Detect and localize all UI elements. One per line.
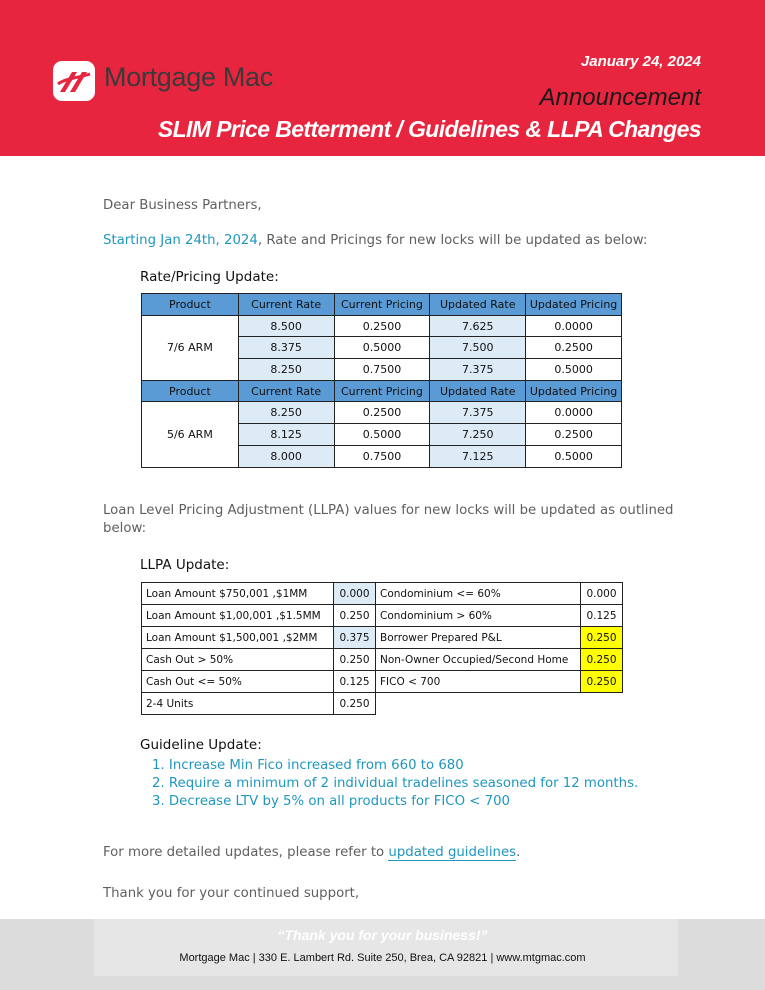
updated-rate-cell: 7.375 bbox=[430, 359, 526, 381]
llpa-label: FICO < 700 bbox=[376, 671, 581, 693]
refer-paragraph bbox=[103, 845, 520, 860]
table-row bbox=[142, 605, 623, 627]
current-rate-cell: 8.375 bbox=[238, 337, 334, 359]
llpa-value: 0.250 bbox=[334, 693, 376, 715]
llpa-label: Condominium <= 60% bbox=[376, 583, 581, 605]
col-updated-rate: Updated Rate bbox=[430, 380, 526, 402]
current-pricing-cell: 0.5000 bbox=[334, 424, 430, 446]
llpa-label: 2-4 Units bbox=[142, 693, 334, 715]
rate-header-row bbox=[142, 380, 622, 402]
llpa-label: Condominium > 60% bbox=[376, 605, 581, 627]
brand-name: Mortgage Mac bbox=[104, 62, 273, 92]
current-pricing-cell: 0.5000 bbox=[334, 337, 430, 359]
intro-paragraph bbox=[103, 233, 647, 248]
table-row bbox=[142, 627, 623, 649]
rate-pricing-table bbox=[141, 293, 622, 468]
updated-rate-cell: 7.500 bbox=[430, 337, 526, 359]
list-item: 1. Increase Min Fico increased from 660 to 680 bbox=[152, 758, 464, 773]
llpa-title: LLPA Update: bbox=[140, 557, 230, 573]
product-cell: 5/6 ARM bbox=[142, 402, 239, 467]
current-pricing-cell: 0.7500 bbox=[334, 359, 430, 381]
list-item: 2. Require a minimum of 2 individual tradelines seasoned for 12 months. bbox=[152, 776, 639, 791]
llpa-value-highlighted: 0.250 bbox=[581, 649, 623, 671]
greeting: Dear Business Partners, bbox=[103, 198, 262, 213]
llpa-intro bbox=[103, 502, 701, 538]
updated-rate-cell: 7.625 bbox=[430, 315, 526, 337]
current-rate-cell: 8.250 bbox=[238, 359, 334, 381]
current-pricing-cell: 0.2500 bbox=[334, 315, 430, 337]
llpa-intro-line: Loan Level Pricing Adjustment (LLPA) values for new locks will be updated as outlined bbox=[103, 503, 674, 518]
updated-rate-cell: 7.375 bbox=[430, 402, 526, 424]
llpa-label: Cash Out > 50% bbox=[142, 649, 334, 671]
rate-pricing-title: Rate/Pricing Update: bbox=[140, 269, 279, 285]
mortgage-mac-logo-icon bbox=[52, 60, 96, 102]
thanks-text: Thank you for your continued support, bbox=[103, 886, 360, 901]
current-pricing-cell: 0.7500 bbox=[334, 445, 430, 467]
col-current-pricing: Current Pricing bbox=[334, 380, 430, 402]
col-current-pricing: Current Pricing bbox=[334, 294, 430, 316]
col-updated-rate: Updated Rate bbox=[430, 294, 526, 316]
llpa-label: Cash Out <= 50% bbox=[142, 671, 334, 693]
llpa-label: Loan Amount $1,00,001 ,$1.5MM bbox=[142, 605, 334, 627]
llpa-value: 0.250 bbox=[334, 649, 376, 671]
llpa-value: 0.000 bbox=[581, 583, 623, 605]
llpa-table bbox=[141, 582, 623, 715]
guideline-title: Guideline Update: bbox=[140, 737, 262, 753]
current-rate-cell: 8.000 bbox=[238, 445, 334, 467]
updated-pricing-cell: 0.5000 bbox=[526, 359, 622, 381]
refer-suffix: . bbox=[516, 845, 521, 860]
llpa-label: Non-Owner Occupied/Second Home bbox=[376, 649, 581, 671]
llpa-value: 0.000 bbox=[334, 583, 376, 605]
refer-text: For more detailed updates, please refer to bbox=[103, 845, 389, 860]
col-current-rate: Current Rate bbox=[238, 380, 334, 402]
llpa-label: Borrower Prepared P&L bbox=[376, 627, 581, 649]
announcement-headline: SLIM Price Betterment / Guidelines & LLPA Changes bbox=[157, 116, 701, 142]
current-pricing-cell: 0.2500 bbox=[334, 402, 430, 424]
current-rate-cell: 8.250 bbox=[238, 402, 334, 424]
llpa-value: 0.250 bbox=[334, 605, 376, 627]
announcement-label: Announcement bbox=[539, 84, 701, 111]
col-updated-pricing: Updated Pricing bbox=[526, 294, 622, 316]
table-row bbox=[142, 671, 623, 693]
footer-address: Mortgage Mac | 330 E. Lambert Rd. Suite 250, Brea, CA 92821 | www.mtgmac.com bbox=[179, 952, 586, 964]
updated-pricing-cell: 0.0000 bbox=[526, 402, 622, 424]
footer-tagline: “Thank you for your business!” bbox=[277, 927, 488, 943]
llpa-value-highlighted: 0.250 bbox=[581, 671, 623, 693]
updated-pricing-cell: 0.5000 bbox=[526, 445, 622, 467]
intro-date-highlight: Starting Jan 24th, 2024 bbox=[103, 233, 258, 248]
product-cell: 7/6 ARM bbox=[142, 315, 239, 380]
guideline-list bbox=[152, 757, 638, 811]
empty-cell bbox=[376, 693, 581, 715]
updated-pricing-cell: 0.0000 bbox=[526, 315, 622, 337]
current-rate-cell: 8.125 bbox=[238, 424, 334, 446]
rate-header-row bbox=[142, 294, 622, 316]
llpa-intro-line: below: bbox=[103, 521, 147, 536]
llpa-value: 0.125 bbox=[581, 605, 623, 627]
footer bbox=[0, 919, 765, 990]
col-current-rate: Current Rate bbox=[238, 294, 334, 316]
llpa-label: Loan Amount $750,001 ,$1MM bbox=[142, 583, 334, 605]
llpa-label: Loan Amount $1,500,001 ,$2MM bbox=[142, 627, 334, 649]
updated-rate-cell: 7.250 bbox=[430, 424, 526, 446]
empty-cell bbox=[581, 693, 623, 715]
header-banner bbox=[0, 0, 765, 156]
table-row bbox=[142, 402, 622, 424]
updated-pricing-cell: 0.2500 bbox=[526, 424, 622, 446]
intro-text: , Rate and Pricings for new locks will be updated as below: bbox=[257, 233, 648, 248]
llpa-value: 0.125 bbox=[334, 671, 376, 693]
llpa-value: 0.375 bbox=[334, 627, 376, 649]
current-rate-cell: 8.500 bbox=[238, 315, 334, 337]
llpa-value-highlighted: 0.250 bbox=[581, 627, 623, 649]
table-row bbox=[142, 693, 623, 715]
updated-pricing-cell: 0.2500 bbox=[526, 337, 622, 359]
table-row bbox=[142, 649, 623, 671]
col-product: Product bbox=[142, 380, 239, 402]
announcement-date: January 24, 2024 bbox=[580, 53, 701, 70]
table-row bbox=[142, 583, 623, 605]
list-item: 3. Decrease LTV by 5% on all products for FICO < 700 bbox=[152, 794, 511, 809]
col-updated-pricing: Updated Pricing bbox=[526, 380, 622, 402]
table-row bbox=[142, 315, 622, 337]
updated-guidelines-link[interactable]: updated guidelines bbox=[388, 845, 517, 860]
col-product: Product bbox=[142, 294, 239, 316]
updated-rate-cell: 7.125 bbox=[430, 445, 526, 467]
